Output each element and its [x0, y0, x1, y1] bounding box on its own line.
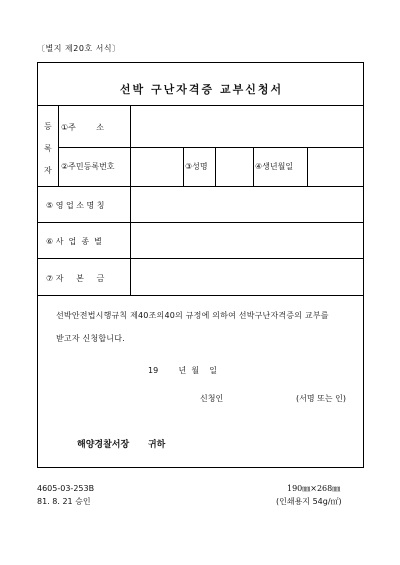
capital-divider [38, 295, 363, 296]
application-date: 19 년 월 일 [148, 366, 217, 375]
form-number-tag: 〔별지 제20호 서식〕 [37, 44, 121, 53]
paper-size: 190㎜×268㎜ [287, 484, 341, 493]
addressee: 해양경찰서장 귀하 [77, 440, 166, 450]
registrant-side-label-3: 자 [44, 166, 52, 175]
business-type-field[interactable] [131, 223, 363, 258]
name-label: ③성명 [185, 162, 208, 171]
birth-date-label: ④생년월일 [255, 162, 294, 171]
resident-number-field[interactable] [131, 148, 183, 186]
form-title: 선박 구난자격증 교부신청서 [119, 83, 284, 96]
application-form-frame [37, 62, 364, 468]
business-name-field[interactable] [131, 187, 363, 222]
approval-date: 81. 8. 21 승인 [37, 497, 91, 506]
form-code: 4605-03-253B [37, 484, 95, 493]
registrant-side-label-2: 록 [44, 144, 52, 153]
registrant-side-label-1: 등 [44, 122, 52, 131]
birth-label-left-divider [253, 147, 254, 186]
address-label: ①주 소 [61, 123, 104, 132]
signature-note: (서명 또는 인) [296, 394, 346, 403]
name-field[interactable] [216, 148, 253, 186]
capital-label: ⑦ 자 본 금 [46, 274, 105, 283]
business-type-label: ⑥ 사 업 종 별 [46, 237, 102, 246]
applicant-label: 신청인 [200, 394, 224, 403]
resident-number-label: ②주민등록번호 [61, 162, 115, 171]
business-name-label: ⑤ 영 업 소 명 칭 [46, 201, 105, 210]
statement-line-1: 선박안전법시행규칙 제40조의40의 규정에 의하여 선박구난자격증의 교부를 [56, 311, 329, 320]
statement-line-2: 받고자 신청합니다. [56, 334, 125, 343]
paper-weight: (인쇄용지 54g/㎡) [276, 497, 342, 506]
capital-field[interactable] [131, 259, 363, 295]
birth-date-field[interactable] [308, 148, 363, 186]
name-label-left-divider [183, 147, 184, 186]
address-field[interactable] [131, 106, 363, 147]
registrant-side-divider [58, 105, 59, 186]
